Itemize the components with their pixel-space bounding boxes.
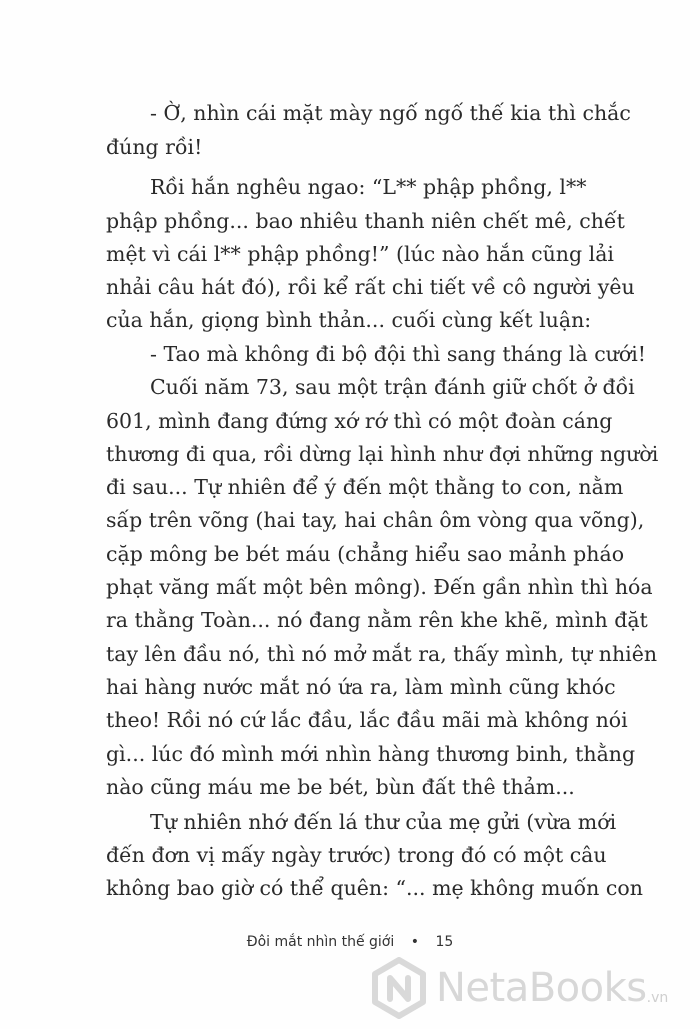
- text-line: nào cũng máu me be bét, bùn đất thê thảm...: [106, 775, 575, 799]
- text-line: Rồi hắn nghêu ngao: “L** phập phồng, l**: [150, 175, 587, 199]
- text-line: đến đơn vị mấy ngày trước) trong đó có một câu: [106, 843, 607, 867]
- watermark-domain: .vn: [646, 990, 669, 1006]
- text-line: mệt vì cái l** phập phồng!” (lúc nào hắn cũng lải: [106, 242, 614, 266]
- text-line: sấp trên võng (hai tay, hai chân ôm vòng qua võng),: [106, 508, 645, 532]
- text-line: phạt văng mất một bên mông). Đến gần nhìn thì hóa: [106, 575, 653, 599]
- footer-separator: •: [410, 934, 419, 950]
- text-line: thương đi qua, rồi dừng lại hình như đợi những người: [106, 442, 659, 466]
- text-line: đúng rồi!: [106, 135, 203, 159]
- text-line: cặp mông be bét máu (chẳng hiểu sao mảnh pháo: [106, 542, 625, 566]
- text-line: theo! Rồi nó cứ lắc đầu, lắc đầu mãi mà không nói: [106, 708, 628, 732]
- text-line: 601, mình đang đứng xớ rớ thì có một đoàn cáng: [106, 409, 613, 433]
- text-line: hai hàng nước mắt nó ứa ra, làm mình cũng khóc: [106, 675, 616, 699]
- text-line: đi sau... Tự nhiên để ý đến một thằng to con, nằm: [106, 475, 624, 499]
- text-line: nhải câu hát đó), rồi kể rất chi tiết về cô người yêu: [106, 275, 635, 299]
- text-line: - Tao mà không đi bộ đội thì sang tháng là cưới!: [150, 342, 647, 366]
- text-line: Cuối năm 73, sau một trận đánh giữ chốt ở đồi: [150, 375, 635, 399]
- page-number: 15: [435, 934, 454, 950]
- watermark-brand: NetaBooks: [436, 965, 647, 1011]
- text-line: ra thằng Toàn... nó đang nằm rên khe khẽ, mình đặt: [106, 608, 648, 632]
- text-line: của hắn, giọng bình thản... cuối cùng kết luận:: [106, 308, 592, 332]
- text-line: không bao giờ có thể quên: “... mẹ không muốn con: [106, 876, 643, 900]
- netabooks-logo-icon: [368, 957, 430, 1019]
- text-line: - Ờ, nhìn cái mặt mày ngố ngố thế kia thì chắc: [150, 101, 631, 125]
- text-line: tay lên đầu nó, thì nó mở mắt ra, thấy mình, tự nhiên: [106, 642, 658, 666]
- watermark: [368, 956, 698, 1020]
- text-line: phập phồng... bao nhiêu thanh niên chết mê, chết: [106, 209, 625, 233]
- text-line: Tự nhiên nhớ đến lá thư của mẹ gửi (vừa mới: [150, 810, 617, 834]
- book-title: Đôi mắt nhìn thế giới: [246, 934, 395, 950]
- page-footer: [0, 934, 700, 950]
- text-line: gì... lúc đó mình mới nhìn hàng thương binh, thằng: [106, 742, 636, 766]
